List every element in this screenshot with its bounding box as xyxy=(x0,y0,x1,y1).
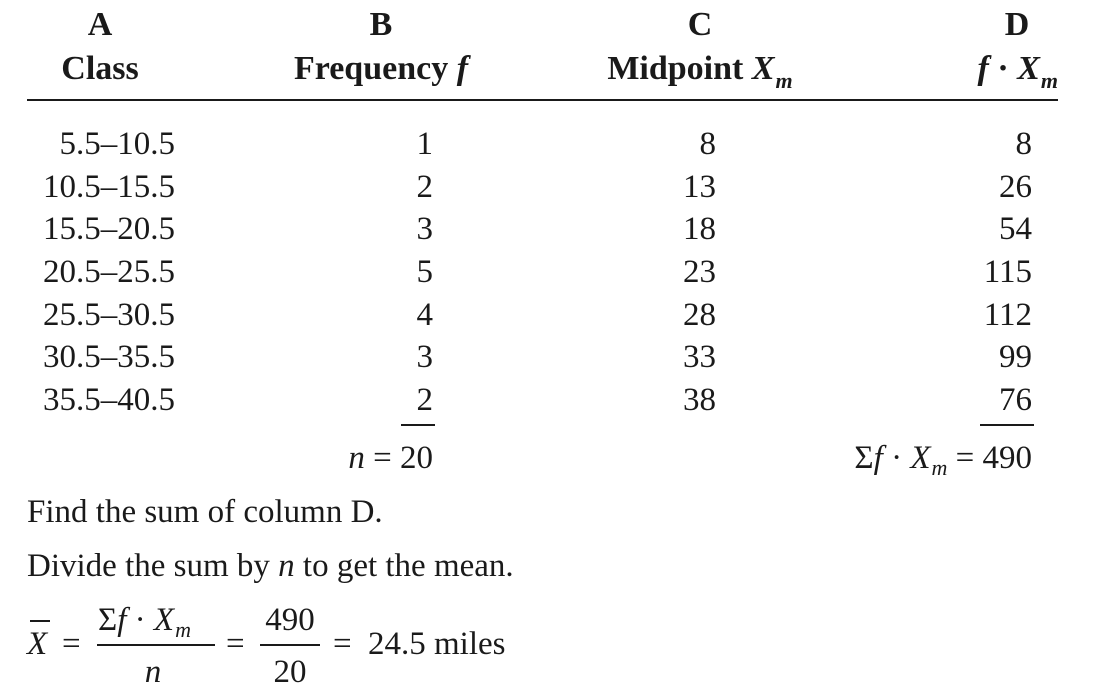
cell-product: 115 xyxy=(983,254,1032,290)
cell-midpoint: 13 xyxy=(683,169,716,205)
cell-product: 54 xyxy=(999,211,1032,247)
cell-class: 15.5–20.5 xyxy=(43,211,175,247)
header-b-letter: B xyxy=(369,6,393,43)
formula-sigma: Σ xyxy=(98,602,118,638)
cell-product: 76 xyxy=(999,382,1032,418)
formula-equals-2: = xyxy=(226,626,245,662)
header-c-letter: C xyxy=(687,6,713,43)
total-sum-dot: · xyxy=(891,440,903,476)
header-d-dot: · xyxy=(997,50,1009,87)
frequency-total xyxy=(348,442,433,475)
cell-class: 10.5–15.5 xyxy=(43,169,175,205)
total-n-var: n xyxy=(348,440,365,476)
cell-product: 8 xyxy=(1015,126,1032,162)
instruction-line-1: Find the sum of column D. xyxy=(27,494,383,530)
product-sum-rule xyxy=(980,424,1034,426)
formula-result: 24.5 miles xyxy=(368,626,506,662)
cell-frequency: 5 xyxy=(416,254,433,290)
header-d-letter: D xyxy=(1004,6,1030,43)
cell-midpoint: 38 xyxy=(683,382,716,418)
header-d-label xyxy=(977,50,1058,93)
formula-equals-3: = xyxy=(333,626,352,662)
cell-midpoint: 8 xyxy=(699,126,716,162)
header-c-label xyxy=(607,50,793,93)
header-c-var: X xyxy=(751,50,775,87)
header-a-letter: A xyxy=(87,6,113,43)
cell-midpoint: 23 xyxy=(683,254,716,290)
cell-midpoint: 33 xyxy=(683,339,716,375)
total-sum-x: X xyxy=(910,440,931,476)
cell-midpoint: 28 xyxy=(683,297,716,333)
header-b-var: f xyxy=(456,50,469,87)
fraction-1-bar xyxy=(97,644,215,646)
total-sum-equals: = xyxy=(955,440,975,476)
sigma-symbol: Σ xyxy=(854,440,874,476)
header-b-label xyxy=(294,52,468,86)
cell-frequency: 4 xyxy=(416,297,433,333)
xbar-symbol: X xyxy=(27,626,48,662)
total-sum-sub: m xyxy=(931,455,948,480)
xbar-overline xyxy=(30,620,50,622)
cell-frequency: 2 xyxy=(416,169,433,205)
cell-class: 25.5–30.5 xyxy=(43,297,175,333)
header-d-f: f xyxy=(977,50,989,87)
header-c-text: Midpoint xyxy=(607,50,744,87)
cell-class: 20.5–25.5 xyxy=(43,254,175,290)
header-d-x: X xyxy=(1017,50,1040,87)
formula-equals-1: = xyxy=(62,626,81,662)
instruction-line-2 xyxy=(27,550,514,583)
cell-class: 5.5–10.5 xyxy=(59,126,175,162)
fraction-2-bar xyxy=(260,644,320,646)
instruction-2-post: to get the mean. xyxy=(294,548,514,584)
header-c-sub: m xyxy=(775,68,793,93)
total-n-equals: = xyxy=(373,440,392,476)
cell-class: 30.5–35.5 xyxy=(43,339,175,375)
frequency-sum-rule xyxy=(401,424,435,426)
cell-product: 99 xyxy=(999,339,1032,375)
total-sum-value: 490 xyxy=(982,440,1032,476)
header-a-label: Class xyxy=(61,50,139,87)
formula-num-f: f xyxy=(117,602,127,638)
fraction-2-numerator: 490 xyxy=(265,602,315,638)
fraction-1-numerator xyxy=(98,602,191,642)
instruction-2-pre: Divide the sum by xyxy=(27,548,279,584)
total-sum-f: f xyxy=(873,440,883,476)
cell-frequency: 3 xyxy=(416,339,433,375)
instruction-2-var: n xyxy=(278,548,295,584)
cell-frequency: 2 xyxy=(416,382,433,418)
cell-frequency: 3 xyxy=(416,211,433,247)
header-d-sub: m xyxy=(1040,68,1058,93)
fraction-2-denominator: 20 xyxy=(273,654,307,690)
cell-frequency: 1 xyxy=(416,126,433,162)
cell-midpoint: 18 xyxy=(683,211,716,247)
total-n-value: 20 xyxy=(400,440,433,476)
cell-class: 35.5–40.5 xyxy=(43,382,175,418)
cell-product: 26 xyxy=(999,169,1032,205)
formula-num-sub: m xyxy=(175,617,191,642)
fraction-1-denominator: n xyxy=(144,654,162,690)
header-b-text: Frequency xyxy=(293,50,449,87)
formula-num-dot: · xyxy=(134,602,146,638)
formula-num-x: X xyxy=(153,602,175,638)
product-total xyxy=(854,440,1032,480)
header-rule xyxy=(27,99,1058,101)
cell-product: 112 xyxy=(983,297,1032,333)
